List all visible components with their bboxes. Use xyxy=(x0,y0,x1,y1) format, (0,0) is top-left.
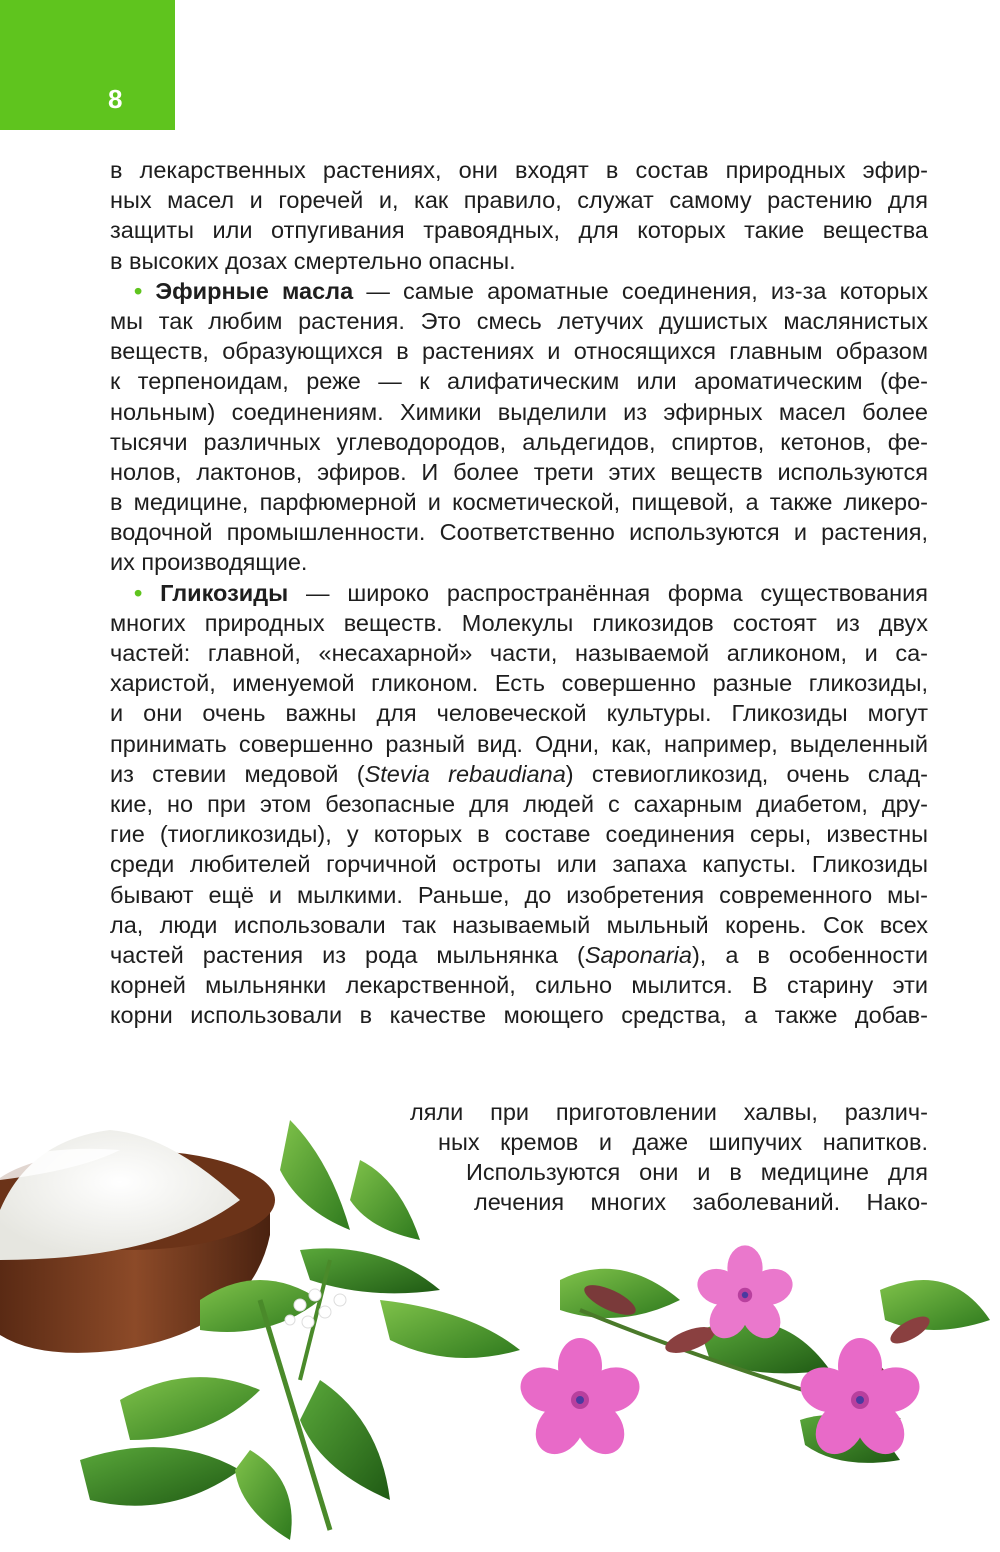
text-line: харистой, именуемой гликоном. Есть совершенно разные гликозиды, xyxy=(110,670,928,697)
latin-name-stevia: Stevia rebaudiana xyxy=(364,760,566,787)
text-line-wrap: ных кремов и даже шипучих напитков. xyxy=(438,1129,928,1155)
text-line xyxy=(110,578,928,608)
text-line: нольным) соединениям. Химики выделили из эфирных масел более xyxy=(110,398,928,425)
text-line: корней мыльнянки лекарственной, сильно мылится. В старину эти xyxy=(110,972,928,999)
term-essential-oils: Эфирные масла xyxy=(155,277,354,304)
text-line-wrap: Используются они и в медицине для xyxy=(466,1159,928,1185)
text-line: тысячи различных углеводородов, альдегидов, спиртов, кетонов, фе- xyxy=(110,428,928,455)
text-line: веществ, образующихся в растениях и относящихся главным образом xyxy=(110,338,928,365)
text-line: среди любителей горчичной остроты или запаха капусты. Гликозиды xyxy=(110,851,928,878)
paragraph-glycosides xyxy=(110,578,928,1031)
text-line: ных масел и горечей и, как правило, служат самому растению для xyxy=(110,187,928,214)
bullet-icon: • xyxy=(134,579,143,606)
text-run: ), а в особенности xyxy=(691,941,928,968)
latin-name-saponaria: Saponaria xyxy=(584,941,692,968)
paragraph-toxins xyxy=(110,155,928,276)
text-line: ла, люди использовали так называемый мыльный корень. Сок всех xyxy=(110,911,928,938)
text-run: — самые ароматные соединения, из-за которых xyxy=(353,277,928,304)
page-number: 8 xyxy=(108,84,123,114)
text-line xyxy=(110,759,928,789)
page-number-tab xyxy=(0,0,175,130)
text-line: в высоких дозах смертельно опасны. xyxy=(110,247,516,274)
text-line: гие (тиогликозиды), у которых в составе соединения серы, известны xyxy=(110,821,928,848)
text-line: и они очень важны для человеческой культуры. Гликозиды могут xyxy=(110,700,928,727)
text-line: к терпеноидам, реже — к алифатическим или ароматическим (фе- xyxy=(110,368,928,395)
text-line: бывают ещё и мылкими. Раньше, до изобретения современного мы- xyxy=(110,881,928,908)
text-line-wrap: лечения многих заболеваний. Нако- xyxy=(474,1189,928,1215)
term-glycosides: Гликозиды xyxy=(160,579,289,606)
text-line: нолов, лактонов, эфиров. И более трети этих веществ используются xyxy=(110,458,928,485)
text-line: в лекарственных растениях, они входят в состав природных эфир- xyxy=(110,157,928,183)
text-run: из стевии медовой ( xyxy=(110,760,365,787)
bullet-icon: • xyxy=(134,277,143,304)
text-line: частей: главной, «несахарной» части, называемой агликоном, и са- xyxy=(110,640,928,666)
text-line xyxy=(110,276,928,306)
text-run: частей растения из рода мыльнянка ( xyxy=(110,941,585,968)
text-line-wrap: ляли при приготовлении халвы, различ- xyxy=(410,1099,928,1125)
text-line: защиты или отпугивания травоядных, для которых такие вещества xyxy=(110,217,928,244)
paragraph-essential-oils xyxy=(110,276,928,578)
text-line: кие, но при этом безопасные для людей с сахарным диабетом, дру- xyxy=(110,790,928,817)
text-line: корни использовали в качестве моющего средства, а также добав- xyxy=(110,1002,928,1029)
text-line xyxy=(110,940,928,970)
text-line: многих природных веществ. Молекулы гликозидов состоят из двух xyxy=(110,609,928,636)
body-text xyxy=(110,155,928,1030)
pink-flower xyxy=(515,1338,646,1464)
text-line: их производящие. xyxy=(110,549,308,576)
plants-illustration xyxy=(0,1090,1000,1552)
text-line: принимать совершенно разный вид. Одни, как, например, выделенный xyxy=(110,730,928,757)
text-run: — широко распространённая форма существования xyxy=(288,579,928,606)
text-line: водочной промышленности. Соответственно используются и растения, xyxy=(110,519,928,546)
text-run: ) стевиогликозид, очень слад- xyxy=(565,760,928,787)
text-line: в медицине, парфюмерной и косметической, пищевой, а также ликеро- xyxy=(110,489,928,516)
text-line: мы так любим растения. Это смесь летучих душистых маслянистых xyxy=(110,307,928,334)
